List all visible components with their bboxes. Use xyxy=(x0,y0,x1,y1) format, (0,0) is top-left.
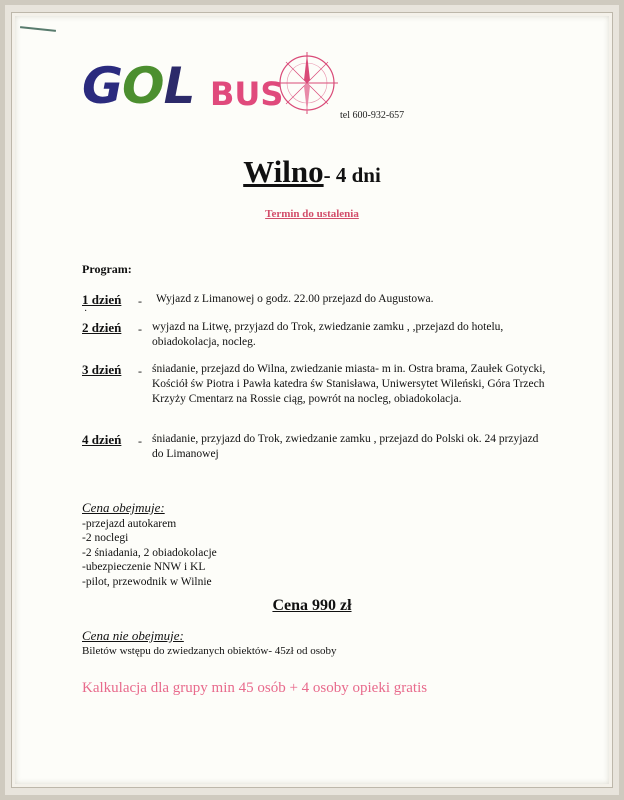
day-label: 1 dzień xyxy=(82,292,122,307)
logo-gol-wordmark: GOL xyxy=(82,57,195,115)
cena-nie-obejmuje-text: Biletów wstępu do zwiedzanych obiektów- 45zł od osoby xyxy=(82,645,337,657)
program-heading: Program: xyxy=(82,262,132,276)
cena-nie-obejmuje-heading: Cena nie obejmuje: xyxy=(82,628,184,643)
phone-number: tel 600-932-657 xyxy=(340,110,405,121)
list-item: -przejazd autokarem xyxy=(82,518,177,530)
cena-obejmuje-heading: Cena obejmuje: xyxy=(82,500,165,515)
day-label: 4 dzień xyxy=(82,432,122,447)
list-item: -ubezpieczenie NNW i KL xyxy=(82,561,206,574)
day-dash: - xyxy=(138,294,142,308)
list-item: -pilot, przewodnik w Wilnie xyxy=(82,575,212,588)
logo-gol-text xyxy=(82,57,195,115)
price-label: Cena 990 zł xyxy=(272,597,352,614)
stray-dot: · xyxy=(84,306,88,317)
day-text: Wyjazd z Limanowej o godz. 22.00 przejazd do Augustowa. xyxy=(156,293,434,305)
group-calculation-note: Kalkulacja dla grupy min 45 osób + 4 osoby opieki gratis xyxy=(82,680,428,696)
day-dash: - xyxy=(138,434,142,448)
day-text: wyjazd na Litwę, przyjazd do Trok, zwiedzanie zamku , ,przejazd do hotelu, obiadokolacja, nocleg. xyxy=(152,321,504,348)
title-duration: - 4 dni xyxy=(323,163,381,187)
golbus-logo xyxy=(82,58,352,118)
day-label: 3 dzień xyxy=(82,362,122,377)
day-text: śniadanie, przyjazd do Trok, zwiedzanie zamku , przejazd do Polski ok. 24 przyjazd do Limanowej xyxy=(152,433,539,460)
day-text: śniadanie, przejazd do Wilna, zwiedzanie miasta- m in. Ostra brama, Zaułek Gotycki, Kościół św Piotra i Pawła katedra św Stanisława, Uniwersytet Wileński, Góra Trzech Krzyży Cmentarz na Rossie ciąg, powrót na nocleg, obiadokolacja. xyxy=(152,363,546,405)
termin-note: Termin do ustalenia xyxy=(265,208,359,220)
page-title xyxy=(0,154,624,190)
list-item: -2 śniadania, 2 obiadokolacje xyxy=(82,546,217,559)
day-dash: - xyxy=(138,322,142,336)
logo-bus-text: BUS xyxy=(210,75,284,113)
day-label: 2 dzień xyxy=(82,320,122,335)
list-item: -2 noclegi xyxy=(82,532,129,545)
cena-obejmuje-list xyxy=(82,517,217,589)
title-city: Wilno xyxy=(243,154,324,189)
day-dash: - xyxy=(138,364,142,378)
compass-icon xyxy=(272,48,342,118)
